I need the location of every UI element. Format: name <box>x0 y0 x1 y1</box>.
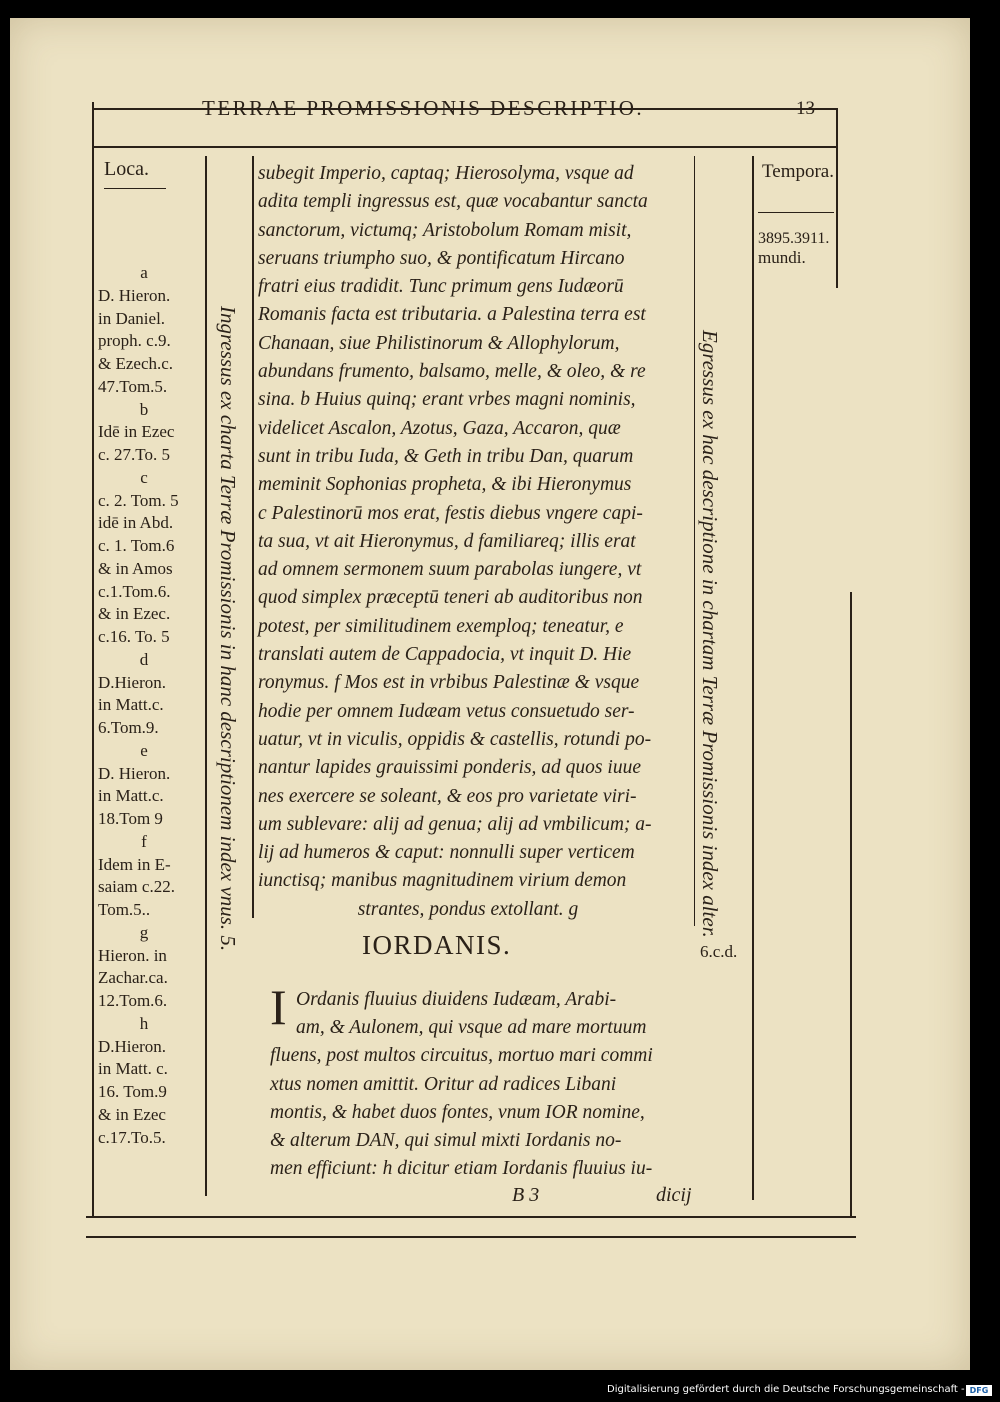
section-line: xtus nomen amittit. Oritur ad radices Libani <box>270 1073 617 1095</box>
main-left-rule <box>252 156 254 918</box>
right-frame-rule-upper <box>836 108 838 288</box>
digitization-credit: Digitalisierung gefördert durch die Deutsche Forschungsgemeinschaft - <box>607 1384 965 1395</box>
text-line: seruans triumpho suo, & pontificatum Hircano <box>258 247 625 269</box>
marginal-note: 6.Tom.9. <box>98 718 159 737</box>
marginal-note: & in Ezec <box>98 1104 166 1124</box>
main-right-rule <box>694 156 695 926</box>
section-line: montis, & habet duos fontes, vnum IOR nomine, <box>270 1101 645 1123</box>
text-line: lij ad humeros & caput: nonnulli super verticem <box>258 842 635 864</box>
bottom-rule <box>86 1216 856 1218</box>
tempora-mundi: mundi. <box>758 248 806 267</box>
text-line: uatur, vt in viculis, oppidis & castellis, rotundi po- <box>258 728 652 750</box>
marginal-note: g <box>139 922 149 942</box>
marginal-note: in Matt. c. <box>98 1059 168 1079</box>
left-frame-rule <box>92 102 94 1218</box>
text-line: adita templi ingressus est, quæ vocabantur sancta <box>258 191 648 213</box>
marginal-note: D.Hieron. <box>98 672 166 692</box>
text-line: quod simplex præceptū teneri ab auditoribus non <box>258 587 643 609</box>
text-line: ronymus. f Mos est in vrbibus Palestinæ & vsque <box>258 672 640 694</box>
text-line: ta sua, vt ait Hieronymus, d familiareq; illis erat <box>258 530 636 552</box>
marginal-note: Idē in Ezec <box>98 422 175 442</box>
marginal-note: proph. c.9. <box>98 331 171 351</box>
dfg-logo: DFG <box>966 1385 992 1396</box>
text-line: c Palestinorū mos erat, festis diebus vngere capi- <box>258 502 643 524</box>
vertical-index-left: Ingressus ex charta Terræ Promissionis in hanc descriptionem index vnus. 5. <box>216 306 240 952</box>
text-line: Chanaan, siue Philistinorum & Allophylorum, <box>258 332 620 354</box>
section-line: fluens, post multos circuitus, mortuo mari commi <box>270 1045 653 1067</box>
marginal-note: & Ezech.c. <box>98 354 174 373</box>
marginal-note: c.1.Tom.6. <box>98 581 171 601</box>
marginal-note: D. Hieron. <box>98 285 171 305</box>
text-line: nes exercere se soleant, & eos pro varietate viri- <box>258 785 637 807</box>
marginal-note: in Daniel. <box>98 308 166 328</box>
marginal-note: h <box>139 1013 149 1033</box>
marginal-note: saiam c.22. <box>98 877 175 897</box>
marginal-references <box>98 262 202 1149</box>
text-line: subegit Imperio, captaq; Hierosolyma, vsque ad <box>258 163 634 184</box>
marginal-note: 16. Tom.9 <box>98 1082 167 1101</box>
text-line: Romanis facta est tributaria. a Palestina terra est <box>258 304 646 326</box>
vertical-index-right: Egressus ex hac descriptione in chartam Terræ Promissionis index alter. <box>698 330 722 938</box>
marginal-note: Zachar.ca. <box>98 968 168 988</box>
marginal-note: Tom.5.. <box>98 900 151 919</box>
text-line: ad omnem sermonem suum parabolas iungere, vt <box>258 559 642 581</box>
marginal-note: & in Ezec. <box>98 604 171 624</box>
marginal-note: a <box>140 263 148 282</box>
right-frame-rule-lower <box>850 592 852 1218</box>
section-line: Ordanis fluuius diuidens Iudæam, Arabi- <box>296 989 617 1010</box>
section-line: men efficiunt: h dicitur etiam Iordanis fluuius iu- <box>270 1158 653 1180</box>
text-line: translati autem de Cappadocia, vt inquit D. Hie <box>258 644 632 666</box>
text-line: hodie per omnem Iudæam vetus consuetudo ser- <box>258 700 635 722</box>
tempora-heading: Tempora. <box>761 161 834 182</box>
marginal-note: e <box>140 740 148 760</box>
text-line: strantes, pondus extollant. g <box>357 898 579 920</box>
text-line: meminit Sophonias propheta, & ibi Hieronymus <box>258 474 632 496</box>
tempora-marker: 6.c.d. <box>700 942 738 961</box>
loca-underline <box>104 188 166 189</box>
marginal-note: 47.Tom.5. <box>98 376 168 396</box>
tempora-date: 3895.3911. <box>758 230 830 247</box>
marginal-note: Idem in E- <box>98 854 171 874</box>
marginal-note: d <box>139 649 149 669</box>
text-line: abundans frumento, balsamo, melle, & oleo, & re <box>258 361 646 383</box>
marginal-note: b <box>139 399 149 419</box>
text-line: sunt in tribu Iuda, & Geth in tribu Dan, quarum <box>258 445 634 467</box>
drop-cap: I <box>270 979 287 1035</box>
loca-heading: Loca. <box>104 158 149 180</box>
marginal-note: f <box>141 831 147 851</box>
marginal-note: 12.Tom.6. <box>98 991 168 1010</box>
marginal-note: c.16. To. 5 <box>98 627 170 646</box>
text-line: iunctisq; manibus magnitudinem virium demon <box>258 870 627 892</box>
text-line: fratri eius tradidit. Tunc primum gens Iudæorū <box>258 276 624 298</box>
right-column-rule <box>752 156 754 1200</box>
text-line: nantur lapides grauissimi ponderis, ad quos iuue <box>258 757 641 779</box>
marginal-note: in Matt.c. <box>98 695 164 715</box>
marginal-note: 18.Tom 9 <box>98 809 163 828</box>
section-body <box>270 986 690 1183</box>
signature-mark: B 3 <box>512 1184 540 1206</box>
marginal-note: D. Hieron. <box>98 763 171 783</box>
tempora-underline <box>758 212 834 213</box>
marginal-note: Hieron. in <box>98 945 167 965</box>
marginal-note: c. 1. Tom.6 <box>98 536 175 555</box>
text-line: sina. b Huius quinq; erant vrbes magni nominis, <box>258 389 636 411</box>
marginal-note: c. 27.To. 5 <box>98 445 170 464</box>
page-number: 13 <box>796 98 815 119</box>
section-line: & alterum DAN, qui simul mixti Iordanis no- <box>270 1130 622 1152</box>
marginal-note: idē in Abd. <box>98 513 174 533</box>
text-line: videlicet Ascalon, Azotus, Gaza, Accaron, quæ <box>258 417 621 439</box>
main-text-body <box>258 160 678 924</box>
section-line: am, & Aulonem, qui vsque ad mare mortuum <box>296 1017 647 1039</box>
marginal-note: D.Hieron. <box>98 1036 166 1056</box>
marginal-note: c <box>140 467 148 487</box>
text-line: um sublevare: alij ad genua; alij ad vmbilicum; a- <box>258 813 652 835</box>
catchword: dicij <box>656 1184 692 1206</box>
bottom-rule-lower <box>86 1236 856 1238</box>
text-line: sanctorum, victumq; Aristobolum Romam misit, <box>258 219 632 241</box>
text-line: potest, per similitudinem exemploq; teneatur, e <box>258 615 624 637</box>
left-column-rule <box>205 156 207 1196</box>
header-rule <box>92 146 836 148</box>
running-title: TERRAE PROMISSIONIS DESCRIPTIO. <box>202 96 645 120</box>
section-heading: IORDANIS. <box>362 930 512 960</box>
marginal-note: c.17.To.5. <box>98 1127 166 1147</box>
marginal-note: & in Amos <box>98 558 173 578</box>
marginal-note: in Matt.c. <box>98 786 164 806</box>
marginal-note: c. 2. Tom. 5 <box>98 490 179 510</box>
